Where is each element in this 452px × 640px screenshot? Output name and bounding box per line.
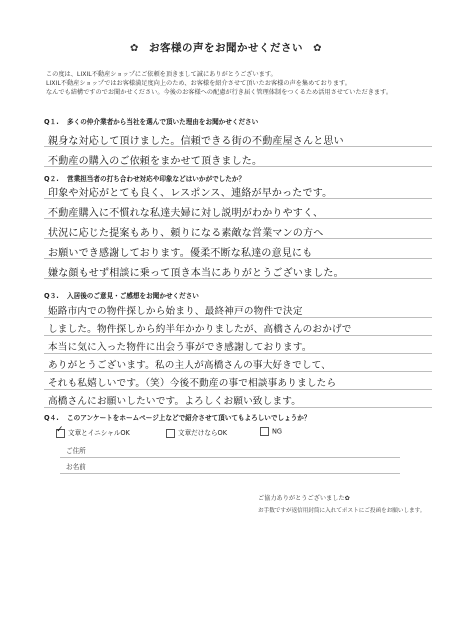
intro-text bbox=[46, 70, 426, 98]
address-field-line[interactable] bbox=[60, 457, 400, 458]
checkbox-checked-icon[interactable] bbox=[56, 429, 65, 438]
option-label: 文章だけならOK bbox=[178, 429, 228, 437]
handwritten-answer-line: 状況に応じた提案もあり、頼りになる素敵な営業マンの方へ bbox=[48, 228, 324, 239]
question-1 bbox=[44, 116, 258, 126]
flower-left-icon: ✿ bbox=[129, 43, 139, 54]
address-field-line[interactable] bbox=[60, 473, 400, 474]
handwritten-answer-line: 不動産の購入のご依頼をまかせて頂きました。 bbox=[48, 156, 263, 167]
handwritten-answer-line: 印象や対応がとても良く、レスポンス、連絡が早かったです。 bbox=[48, 188, 333, 199]
question-2 bbox=[44, 173, 245, 183]
flower-right-icon: ✿ bbox=[313, 43, 323, 54]
title-text: お客様の声をお聞かせください bbox=[149, 42, 303, 54]
intro-line: この度は、LIXIL不動産ショップにご依頼を頂きまして誠にありがとうございます。 bbox=[46, 71, 277, 78]
question-text: 多くの仲介業者から当社を選んで頂いた理由をお聞かせください bbox=[67, 118, 259, 126]
question-3 bbox=[44, 290, 199, 300]
question-text: 営業担当者の打ち合わせ対応や印象などはいかがでしたか？ bbox=[67, 175, 246, 183]
name-label: お名前 bbox=[66, 463, 86, 471]
option-label: NG bbox=[272, 427, 283, 436]
thanks-text: ご協力ありがとうございました✿ bbox=[258, 495, 350, 502]
handwritten-answer-line: それも私嬉しいです。（笑）今後不動産の事で相談事ありましたら bbox=[48, 378, 337, 389]
handwritten-answer-line: 姫路市内での物件探しから始まり、最終神戸の物件で決定 bbox=[48, 306, 303, 317]
checkbox-icon[interactable] bbox=[166, 429, 175, 438]
question-text: このアンケートをホームページ上などで紹介させて頂いてもよろしいでしょうか？ bbox=[67, 414, 311, 422]
handwritten-answer-line: 本当に気に入った物件に出会う事ができ感謝しております。 bbox=[48, 342, 312, 353]
answer-line bbox=[44, 407, 432, 408]
question-number: Q２. bbox=[44, 175, 59, 183]
handwritten-answer-line: 高橋さんにお願いしたいです。よろしくお願い致します。 bbox=[48, 396, 302, 407]
intro-line: LIXIL不動産ショップではお客様満足度向上のため、お客様を紹介させて頂いたお客様の声を集めております。 bbox=[46, 80, 351, 88]
handwritten-answer-line: 不動産購入に不慣れな私達夫婦に対し説明がわかりやすく、 bbox=[48, 208, 324, 219]
option-initial-ok[interactable] bbox=[56, 427, 130, 438]
answer-line bbox=[44, 317, 432, 318]
handwritten-answer-line: ありがとうございます。私の主人が高橋さんの事大好きでして、 bbox=[48, 360, 332, 371]
return-note: お手数ですが返信用封筒に入れてポストにご投函をお願いします。 bbox=[258, 508, 426, 514]
question-text: 入居後のご意見・ご感想をお聞かせください bbox=[67, 292, 199, 300]
question-4 bbox=[44, 412, 310, 422]
checkbox-icon[interactable] bbox=[260, 427, 269, 436]
address-label: ご住所 bbox=[66, 447, 86, 455]
option-ng[interactable] bbox=[260, 427, 282, 436]
handwritten-answer-line: 嫌な顔もせず相談に乗って頂き本当にありがとうございました。 bbox=[48, 268, 344, 279]
answer-line bbox=[44, 389, 432, 390]
option-label: 文章とイニシャルOK bbox=[68, 429, 130, 437]
handwritten-answer-line: お願いでき感謝しております。優柔不断な私達の意見にも bbox=[48, 248, 313, 259]
page-title bbox=[0, 40, 452, 55]
intro-line: なんでも結構ですのでお聞かせください。今後のお客様への配慮が行き届く管理体制をつくるため活用させていただきます。 bbox=[46, 89, 393, 97]
question-number: Q３. bbox=[44, 292, 59, 300]
question-number: Q１. bbox=[44, 118, 59, 126]
answer-line bbox=[44, 335, 432, 336]
option-text-only-ok[interactable] bbox=[166, 427, 227, 438]
question-number: Q４. bbox=[44, 414, 59, 422]
handwritten-answer-line: しました。物件探しから約半年かかりましたが、高橋さんのおかげで bbox=[48, 324, 352, 335]
answer-line bbox=[44, 353, 432, 354]
handwritten-answer-line: 親身な対応して頂けました。信頼できる街の不動産屋さんと思い bbox=[48, 136, 344, 147]
answer-line bbox=[44, 371, 432, 372]
